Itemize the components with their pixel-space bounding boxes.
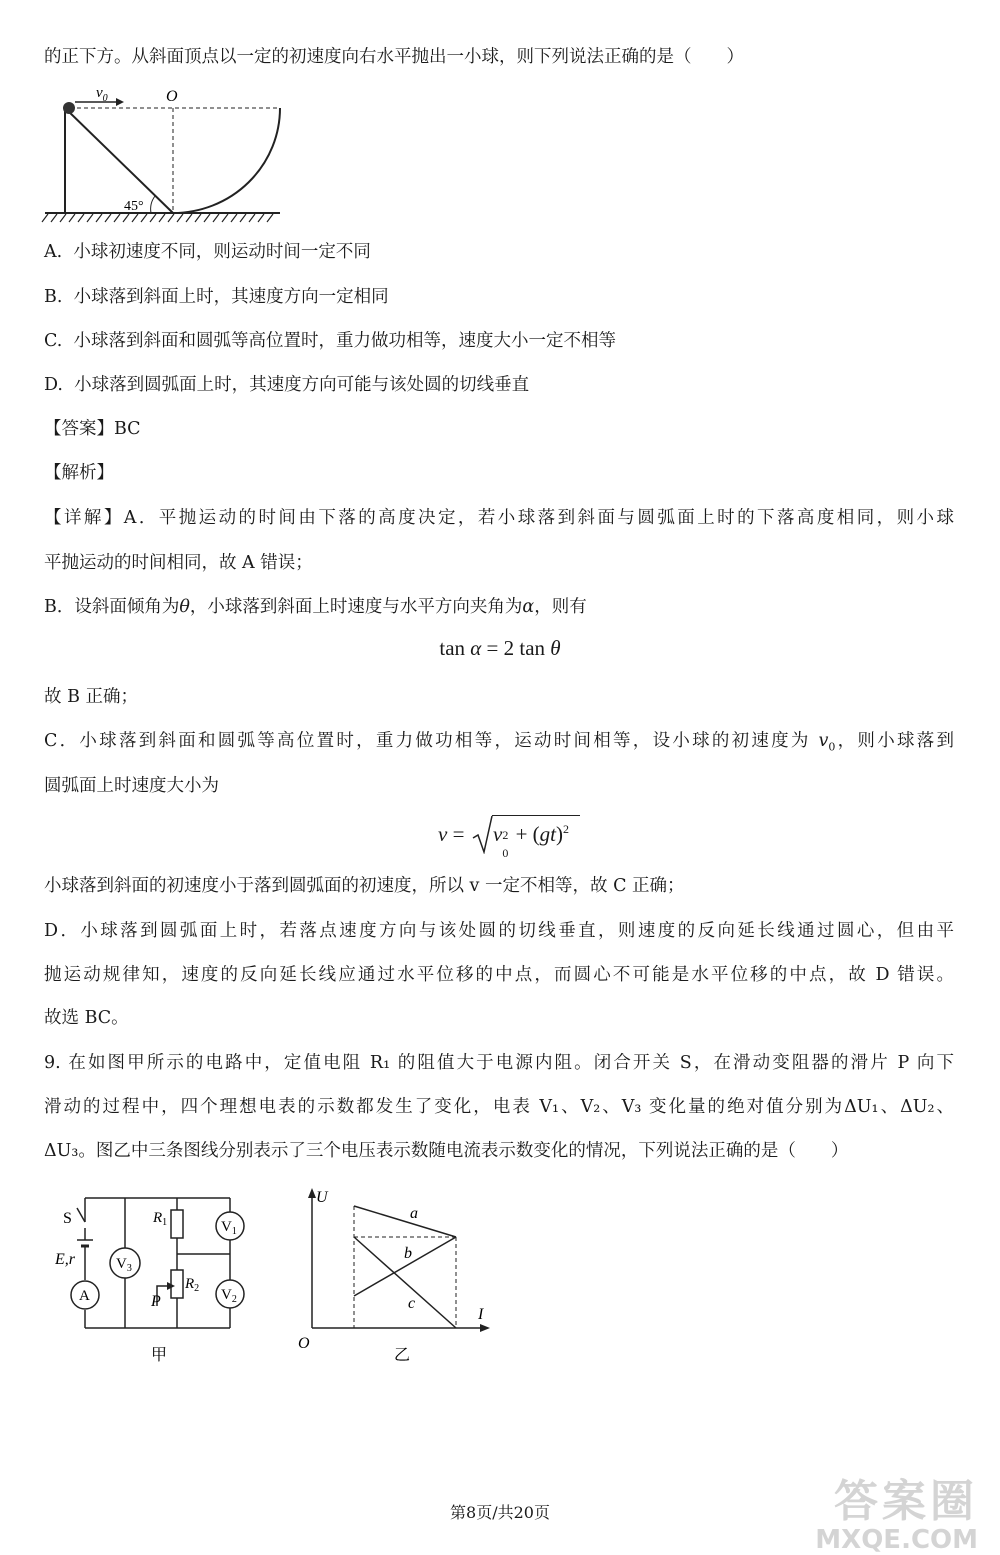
point-o-label: O (166, 88, 178, 105)
graph-caption: 乙 (394, 1347, 411, 1364)
q9-line1: 9. 在如图甲所示的电路中，定值电阻 R₁ 的阻值大于电源内阻。闭合开关 S，在滑动变阻器的滑片 P 向下 (44, 1053, 954, 1073)
analysis-label: 【解析】 (44, 463, 114, 483)
angle-label: 45° (124, 199, 144, 214)
q9-line2: 滑动的过程中，四个理想电表的示数都发生了变化，电表 V₁、V₂、V₃ 变化量的绝对值分别为ΔU₁、ΔU₂、 (44, 1097, 954, 1117)
v1-label: $V_1$ (221, 1219, 237, 1237)
circuit-caption: 甲 (151, 1347, 168, 1364)
detail-c-line3: 小球落到斜面的初速度小于落到圆弧面的初速度，所以 v 一定不相等，故 C 正确； (44, 876, 685, 896)
page-footer: 第8页/共20页 (450, 1503, 550, 1522)
line-c-label: c (408, 1295, 416, 1312)
detail-c-line2: 圆弧面上时速度大小为 (44, 776, 219, 796)
detail-d-line1: D．小球落到圆弧面上时，若落点速度方向与该处圆的切线垂直，则速度的反向延长线通过圆心，但由平 (44, 921, 954, 941)
option-d: D. 小球落到圆弧面上时，其速度方向可能与该处圆的切线垂直 (44, 375, 530, 395)
answer: 【答案】BC (44, 419, 141, 439)
option-b: B. 小球落到斜面上时，其速度方向一定相同 (44, 287, 389, 307)
line-b-label: b (404, 1245, 412, 1262)
circuit-diagram (55, 1188, 265, 1368)
ammeter-label: A (79, 1288, 90, 1304)
detail-a-line1: 【详解】A．平抛运动的时间由下落的高度决定，若小球落到斜面与圆弧面上时的下落高度相同，则小球 (44, 508, 954, 528)
slider-p-label: P (151, 1293, 161, 1310)
detail-d-line2: 抛运动规律知，速度的反向延长线应通过水平位移的中点，而圆心不可能是水平位移的中点，故 D 错误。 (44, 965, 954, 985)
formula-tan: tan α = 2 tan θ (439, 636, 561, 660)
detail-d-line3: 故选 BC。 (44, 1008, 129, 1028)
emf-label: E,r (55, 1251, 75, 1268)
v0-label: $v_0$ (96, 85, 108, 104)
watermark-bottom: MXQE.COM (815, 1525, 978, 1555)
r2-label: $R_2$ (185, 1276, 200, 1294)
ui-graph (292, 1188, 502, 1368)
formula-velocity: v = v 2 0 + (gt)$^2$ (438, 814, 598, 858)
switch-label: S (63, 1210, 72, 1227)
v2-label: $V_2$ (221, 1287, 237, 1305)
detail-b-line2: 故 B 正确； (44, 687, 138, 707)
option-c: C. 小球落到斜面和圆弧等高位置时，重力做功相等，速度大小一定不相等 (44, 331, 616, 351)
q8-stem-tail: 的正下方。从斜面顶点以一定的初速度向右水平抛出一小球，则下列说法正确的是（ ） (44, 47, 744, 67)
detail-b-line1: B．设斜面倾角为θ，小球落到斜面上时速度与水平方向夹角为α，则有 (44, 597, 587, 617)
origin-label: O (298, 1335, 310, 1352)
watermark-top: 答案圈 (834, 1476, 978, 1527)
line-a-label: a (410, 1205, 418, 1222)
detail-c-line1: C．小球落到斜面和圆弧等高位置时，重力做功相等，运动时间相等，设小球的初速度为 $v_0$，则小球落到 (44, 731, 954, 754)
v3-label: $V_3$ (116, 1256, 132, 1274)
axis-i-label: I (478, 1306, 484, 1323)
line-a (354, 1206, 456, 1237)
option-a: A. 小球初速度不同，则运动时间一定不同 (44, 242, 371, 262)
axis-u-label: U (316, 1189, 328, 1206)
q9-line3: ΔU₃。图乙中三条图线分别表示了三个电压表示数随电流表示数变化的情况，下列说法正确的是（ ） (44, 1141, 849, 1161)
r1-label: $R_1$ (153, 1210, 168, 1228)
detail-a-line2: 平抛运动的时间相同，故 A 错误； (44, 553, 313, 573)
q8-figure (40, 84, 290, 224)
watermark (815, 1478, 978, 1554)
